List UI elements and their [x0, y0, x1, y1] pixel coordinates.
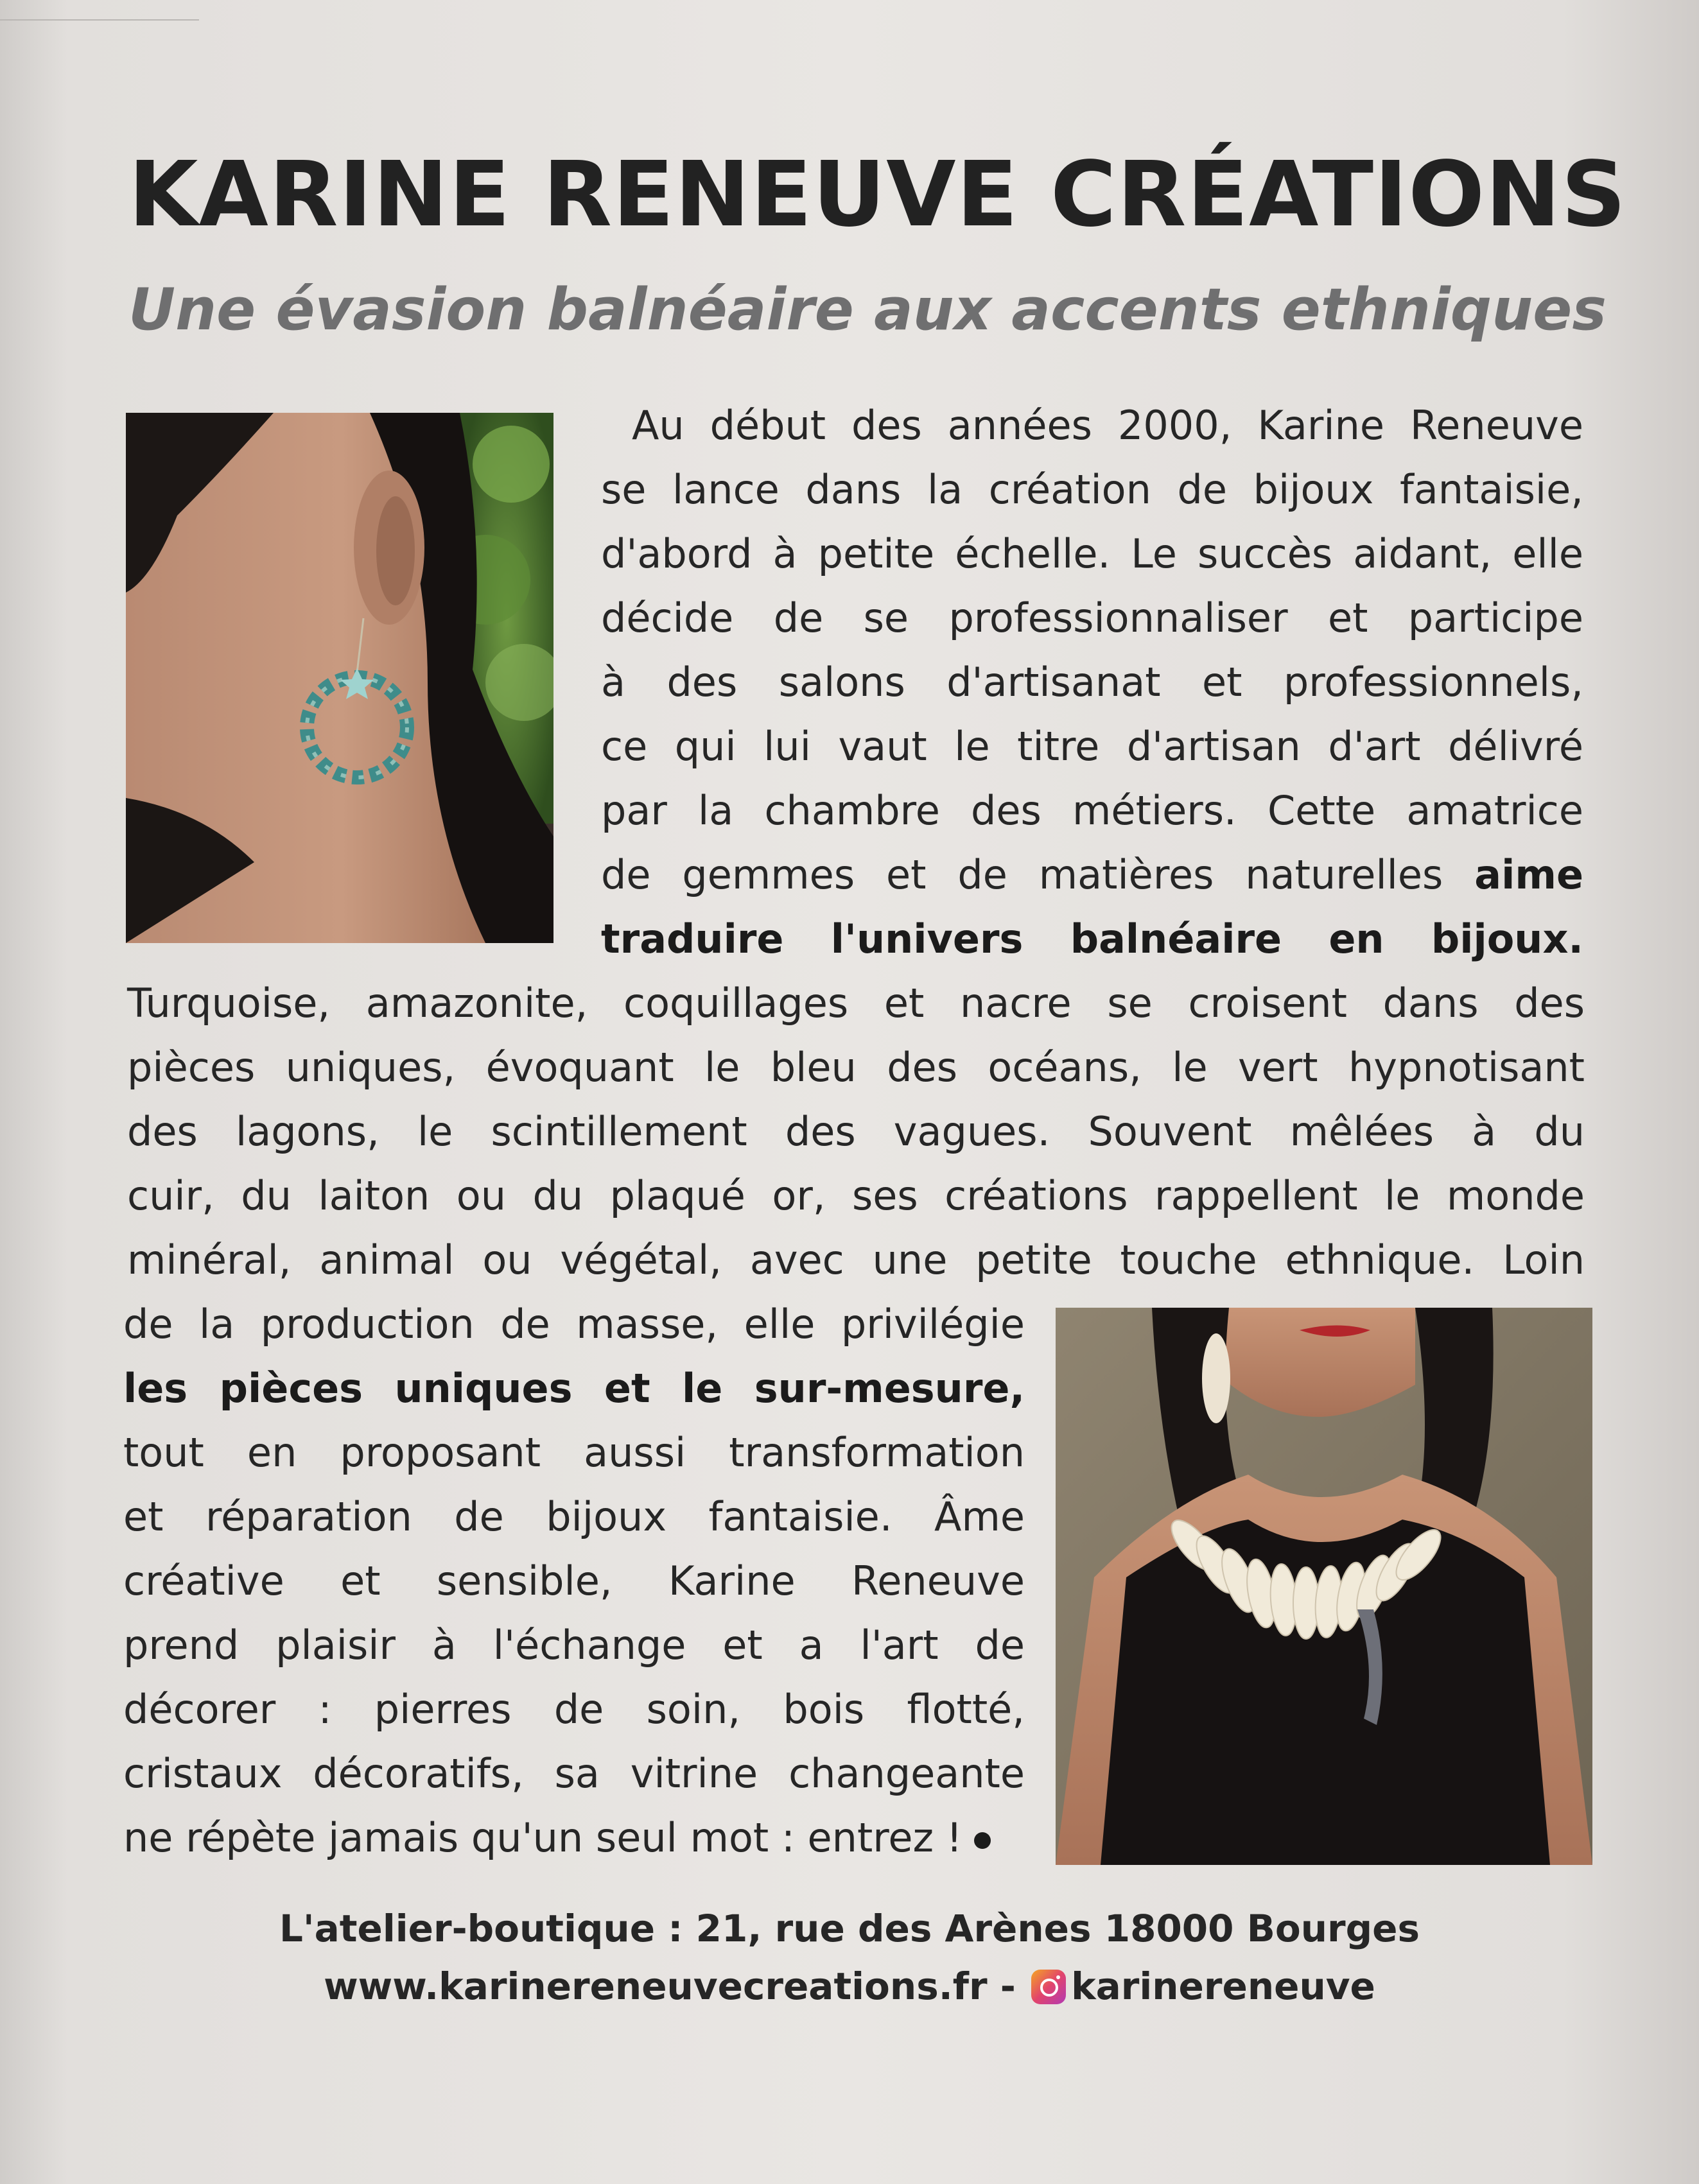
body-line-23: [123, 1806, 1025, 1870]
body-line-7: par la chambre des métiers. Cette amatrice: [601, 787, 1583, 834]
earring-photo: [126, 413, 553, 943]
instagram-icon: [1031, 1970, 1066, 2004]
highlight-pieces-uniques: les pièces uniques et le sur-mesure,: [123, 1365, 1025, 1412]
body-line-6: ce qui lui vaut le titre d'artisan d'art délivré: [601, 723, 1583, 770]
instagram-handle[interactable]: karinereneuve: [1071, 1964, 1375, 2008]
page-edge-line: [0, 19, 199, 21]
footer-address: L'atelier-boutique : 21, rue des Arènes 18000 Bourges: [279, 1907, 1420, 1950]
website-link[interactable]: www.karinereneuvecreations.fr -: [324, 1964, 1016, 2008]
article-subtitle: Une évasion balnéaire aux accents ethniques: [128, 276, 1607, 343]
body-line-20: prend plaisir à l'échange et a l'art de: [123, 1622, 1025, 1668]
highlight-aime: aime: [1474, 851, 1583, 898]
body-line-4: décide de se professionnaliser et participe: [601, 594, 1583, 641]
footer-contact: [128, 1964, 1571, 2008]
body-line-21: décorer : pierres de soin, bois flotté,: [123, 1686, 1025, 1733]
highlight-univers-balneaire: traduire l'univers balnéaire en bijoux.: [601, 915, 1583, 962]
body-line-11: pièces uniques, évoquant le bleu des océans, le vert hypnotisant: [127, 1044, 1585, 1091]
body-line-13: cuir, du laiton ou du plaqué or, ses créations rappellent le monde: [127, 1172, 1585, 1219]
body-line-2: se lance dans la création de bijoux fantaisie,: [601, 466, 1583, 513]
body-line-5: à des salons d'artisanat et professionnels,: [601, 659, 1583, 706]
body-line-17: tout en proposant aussi transformation: [123, 1429, 1025, 1476]
body-line-12: des lagons, le scintillement des vagues. Souvent mêlées à du: [127, 1108, 1585, 1155]
body-line-10: Turquoise, amazonite, coquillages et nacre se croisent dans des: [127, 980, 1585, 1027]
body-line-1: Au début des années 2000, Karine Reneuve: [632, 402, 1583, 449]
article-title: KARINE RENEUVE CRÉATIONS: [128, 143, 1627, 247]
body-line-15: de la production de masse, elle privilégie: [123, 1301, 1025, 1348]
body-line-16: [123, 1356, 1025, 1421]
body-line-14: minéral, animal ou végétal, avec une petite touche ethnique. Loin: [127, 1236, 1585, 1283]
body-line-8: [601, 843, 1583, 907]
body-line-9: [601, 907, 1583, 971]
end-bullet-icon: [974, 1832, 991, 1849]
body-line-8-text: de gemmes et de matières naturelles: [601, 851, 1475, 898]
necklace-photo: [1056, 1308, 1592, 1865]
body-line-23-text: ne répète jamais qu'un seul mot : entrez !: [123, 1814, 963, 1861]
body-line-19: créative et sensible, Karine Reneuve: [123, 1557, 1025, 1604]
body-line-22: cristaux décoratifs, sa vitrine changeante: [123, 1750, 1025, 1797]
body-line-18: et réparation de bijoux fantaisie. Âme: [123, 1493, 1025, 1540]
body-line-3: d'abord à petite échelle. Le succès aidant, elle: [601, 530, 1583, 577]
